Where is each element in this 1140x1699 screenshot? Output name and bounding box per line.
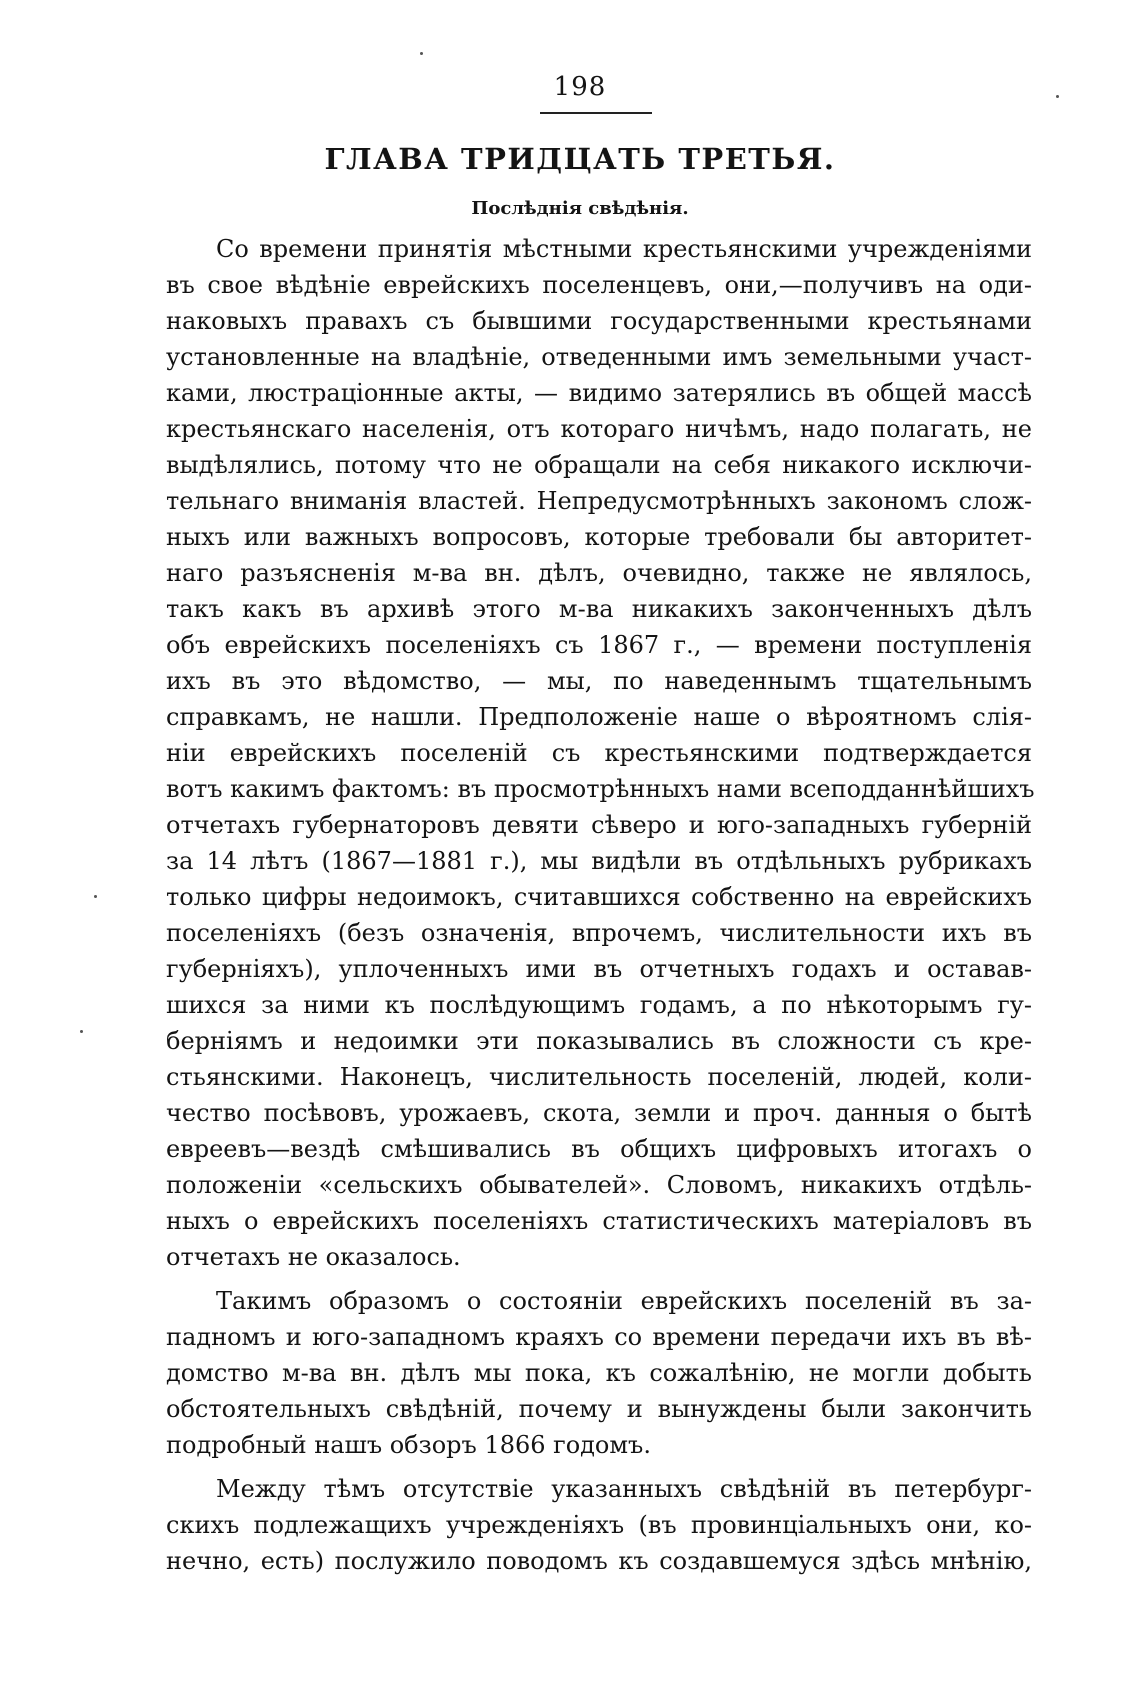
text-line: крестьянскаго населенія, отъ котораго ничѣмъ, надо полагать, не	[166, 415, 1032, 443]
chapter-title: ГЛАВА ТРИДЦАТЬ ТРЕТЬЯ.	[324, 142, 836, 176]
text-line: положеніи «сельскихъ обывателей». Словомъ, никакихъ отдѣль-	[166, 1171, 1032, 1199]
text-line: наго разъясненія м-ва вн. дѣлъ, очевидно, также не являлось,	[166, 559, 1032, 587]
text-line: ныхъ или важныхъ вопросовъ, которые требовали бы авторитет-	[166, 523, 1032, 551]
text-line: обстоятельныхъ свѣдѣній, почему и вынуждены были закончить	[166, 1395, 1032, 1423]
text-line: справкамъ, не нашли. Предположеніе наше о вѣроятномъ слія-	[166, 703, 1032, 731]
text-line: Такимъ образомъ о состояніи еврейскихъ поселеній въ за-	[216, 1287, 1032, 1315]
text-line: чество посѣвовъ, урожаевъ, скота, земли и проч. данныя о бытѣ	[166, 1099, 1032, 1127]
text-line: берніямъ и недоимки эти показывались въ сложности съ кре-	[166, 1027, 1032, 1055]
text-line: ныхъ о еврейскихъ поселеніяхъ статистическихъ матеріаловъ въ	[166, 1207, 1032, 1235]
text-line: Между тѣмъ отсутствіе указанныхъ свѣдѣній въ петербург-	[216, 1475, 1032, 1503]
text-line: стьянскими. Наконецъ, числительность поселеній, людей, коли-	[166, 1063, 1032, 1091]
speck	[80, 1030, 83, 1033]
text-line: объ еврейскихъ поселеніяхъ съ 1867 г., — времени поступленія	[166, 631, 1032, 659]
text-line: евреевъ—вездѣ смѣшивались въ общихъ цифровыхъ итогахъ о	[166, 1135, 1032, 1163]
text-line: Со времени принятія мѣстными крестьянскими учрежденіями	[216, 235, 1032, 263]
page-number: 198	[553, 72, 607, 102]
text-line: ками, люстраціонные акты, — видимо затерялись въ общей массѣ	[166, 379, 1032, 407]
speck	[94, 895, 97, 898]
section-title: Послѣднія свѣдѣнія.	[471, 198, 689, 219]
header-rule	[540, 112, 652, 114]
text-line: поселеніяхъ (безъ означенія, впрочемъ, числительности ихъ въ	[166, 919, 1032, 947]
speck	[420, 52, 423, 55]
text-line: ніи еврейскихъ поселеній съ крестьянскими подтверждается	[166, 739, 1032, 767]
speck	[1056, 95, 1059, 98]
text-line: тельнаго вниманія властей. Непредусмотрѣнныхъ закономъ слож-	[166, 487, 1032, 515]
text-line: ихъ въ это вѣдомство, — мы, по наведеннымъ тщательнымъ	[166, 667, 1032, 695]
text-line: скихъ подлежащихъ учрежденіяхъ (въ провинціальныхъ они, ко-	[166, 1511, 1032, 1539]
text-line: такъ какъ въ архивѣ этого м-ва никакихъ законченныхъ дѣлъ	[166, 595, 1032, 623]
text-line: вотъ какимъ фактомъ: въ просмотрѣнныхъ нами всеподданнѣйшихъ	[166, 775, 1035, 803]
text-line: шихся за ними къ послѣдующимъ годамъ, а по нѣкоторымъ гу-	[166, 991, 1032, 1019]
text-line: наковыхъ правахъ съ бывшими государственными крестьянами	[166, 307, 1032, 335]
text-line: подробный нашъ обзоръ 1866 годомъ.	[166, 1431, 651, 1459]
text-line: отчетахъ не оказалось.	[166, 1243, 461, 1271]
text-line: падномъ и юго-западномъ краяхъ со времени передачи ихъ въ вѣ-	[166, 1323, 1032, 1351]
text-line: установленные на владѣніе, отведенными имъ земельными участ-	[166, 343, 1032, 371]
text-line: домство м-ва вн. дѣлъ мы пока, къ сожалѣнію, не могли добыть	[166, 1359, 1032, 1387]
text-line: нечно, есть) послужило поводомъ къ создавшемуся здѣсь мнѣнію,	[166, 1547, 1032, 1575]
text-line: выдѣлялись, потому что не обращали на себя никакого исключи-	[166, 451, 1032, 479]
text-line: только цифры недоимокъ, считавшихся собственно на еврейскихъ	[166, 883, 1032, 911]
text-line: за 14 лѣтъ (1867—1881 г.), мы видѣли въ отдѣльныхъ рубрикахъ	[166, 847, 1032, 875]
text-line: губерніяхъ), уплоченныхъ ими въ отчетныхъ годахъ и оставав-	[166, 955, 1032, 983]
text-line: въ свое вѣдѣніе еврейскихъ поселенцевъ, они,—получивъ на оди-	[166, 271, 1032, 299]
text-line: отчетахъ губернаторовъ девяти сѣверо и юго-западныхъ губерній	[166, 811, 1032, 839]
